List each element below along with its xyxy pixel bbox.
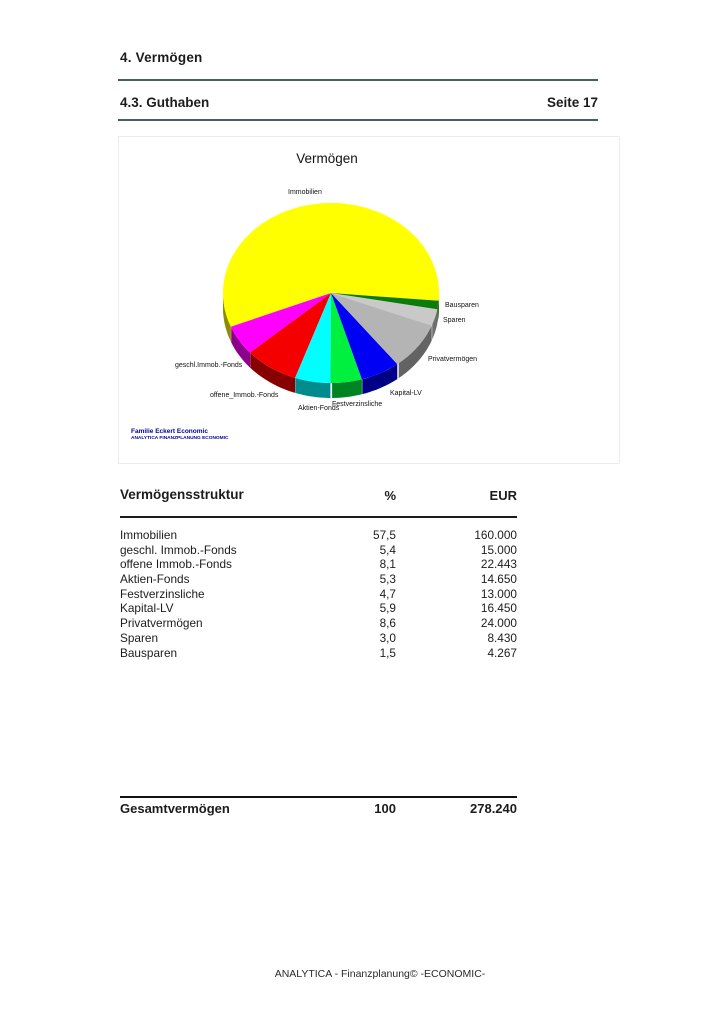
pie-label-immobilien: Immobilien [288, 189, 322, 196]
row-label: Bausparen [120, 645, 178, 660]
row-percent: 57,5 [373, 528, 396, 542]
row-eur: 160.000 [474, 528, 517, 542]
row-label: Aktien-Fonds [120, 572, 190, 587]
row-label: geschl. Immob.-Fonds [120, 542, 237, 557]
pie-label-privatverm-gen: Privatvermögen [428, 356, 478, 363]
section-heading: 4.3. Guthaben [120, 95, 210, 110]
pie-chart-area [118, 136, 620, 464]
chapter-heading: 4. Vermögen [120, 50, 203, 65]
total-eur: 278.240 [470, 801, 517, 816]
row-percent: 5,3 [379, 572, 396, 587]
table-title: Vermögensstruktur [120, 487, 244, 502]
column-header-eur: EUR [489, 488, 517, 503]
row-eur: 22.443 [480, 557, 517, 572]
row-label: Festverzinsliche [120, 586, 205, 601]
row-percent: 8,6 [379, 616, 396, 631]
row-label: Privatvermögen [120, 616, 203, 631]
page-number: Seite 17 [546, 95, 598, 110]
page-footer: ANALYTICA - Finanzplanung© -ECONOMIC- [274, 968, 486, 980]
pie-label-festverzinsliche: Festverzinsliche [332, 401, 383, 408]
table-row [120, 631, 517, 646]
watermark-line2: ANALYTICA FINANZPLANUNG ECONOMIC [131, 436, 229, 441]
total-percent: 100 [374, 801, 396, 816]
pie-label-geschl-immob-fonds: geschl.Immob.-Fonds [175, 362, 243, 369]
row-label: offene Immob.-Fonds [120, 557, 232, 572]
pie-label-bausparen: Bausparen [445, 302, 479, 309]
divider [120, 516, 517, 518]
row-eur: 8.430 [487, 630, 517, 645]
table-row [120, 543, 517, 558]
row-eur: 24.000 [480, 616, 517, 631]
row-eur: 13.000 [480, 586, 517, 601]
pie-label-offene-immob-fonds: offene_Immob.-Fonds [210, 392, 279, 399]
table-row [120, 587, 517, 602]
row-percent: 3,0 [379, 630, 396, 645]
row-label: Kapital-LV [120, 601, 174, 616]
total-row [120, 801, 517, 817]
table-row [120, 572, 517, 587]
table-row [120, 616, 517, 631]
pie-label-kapital-lv: Kapital-LV [390, 390, 422, 397]
table-row [120, 557, 517, 572]
row-label: Sparen [120, 630, 159, 645]
watermark-line1: Familie Eckert Economic [131, 428, 208, 435]
row-eur: 16.450 [480, 601, 517, 616]
pie-label-sparen: Sparen [443, 317, 466, 324]
row-percent: 5,9 [379, 601, 396, 616]
row-eur: 4.267 [487, 645, 517, 660]
table-row [120, 528, 517, 543]
table-row [120, 601, 517, 616]
column-header-percent: % [384, 488, 396, 503]
row-label: Immobilien [120, 528, 178, 542]
chart-title: Vermögen [296, 151, 358, 166]
table-row [120, 646, 517, 661]
pie-label-aktien-fonds: Aktien-Fonds [298, 405, 340, 412]
pie-chart [119, 137, 619, 463]
divider [118, 119, 598, 121]
row-percent: 4,7 [379, 586, 396, 601]
divider [120, 796, 517, 798]
row-percent: 5,4 [379, 542, 396, 557]
row-percent: 1,5 [379, 645, 396, 660]
row-eur: 14.650 [480, 572, 517, 587]
row-percent: 8,1 [379, 557, 396, 572]
total-label: Gesamtvermögen [120, 801, 230, 816]
row-eur: 15.000 [480, 542, 517, 557]
table-rows [120, 528, 517, 660]
chart-watermark [131, 428, 228, 442]
divider [118, 79, 598, 81]
